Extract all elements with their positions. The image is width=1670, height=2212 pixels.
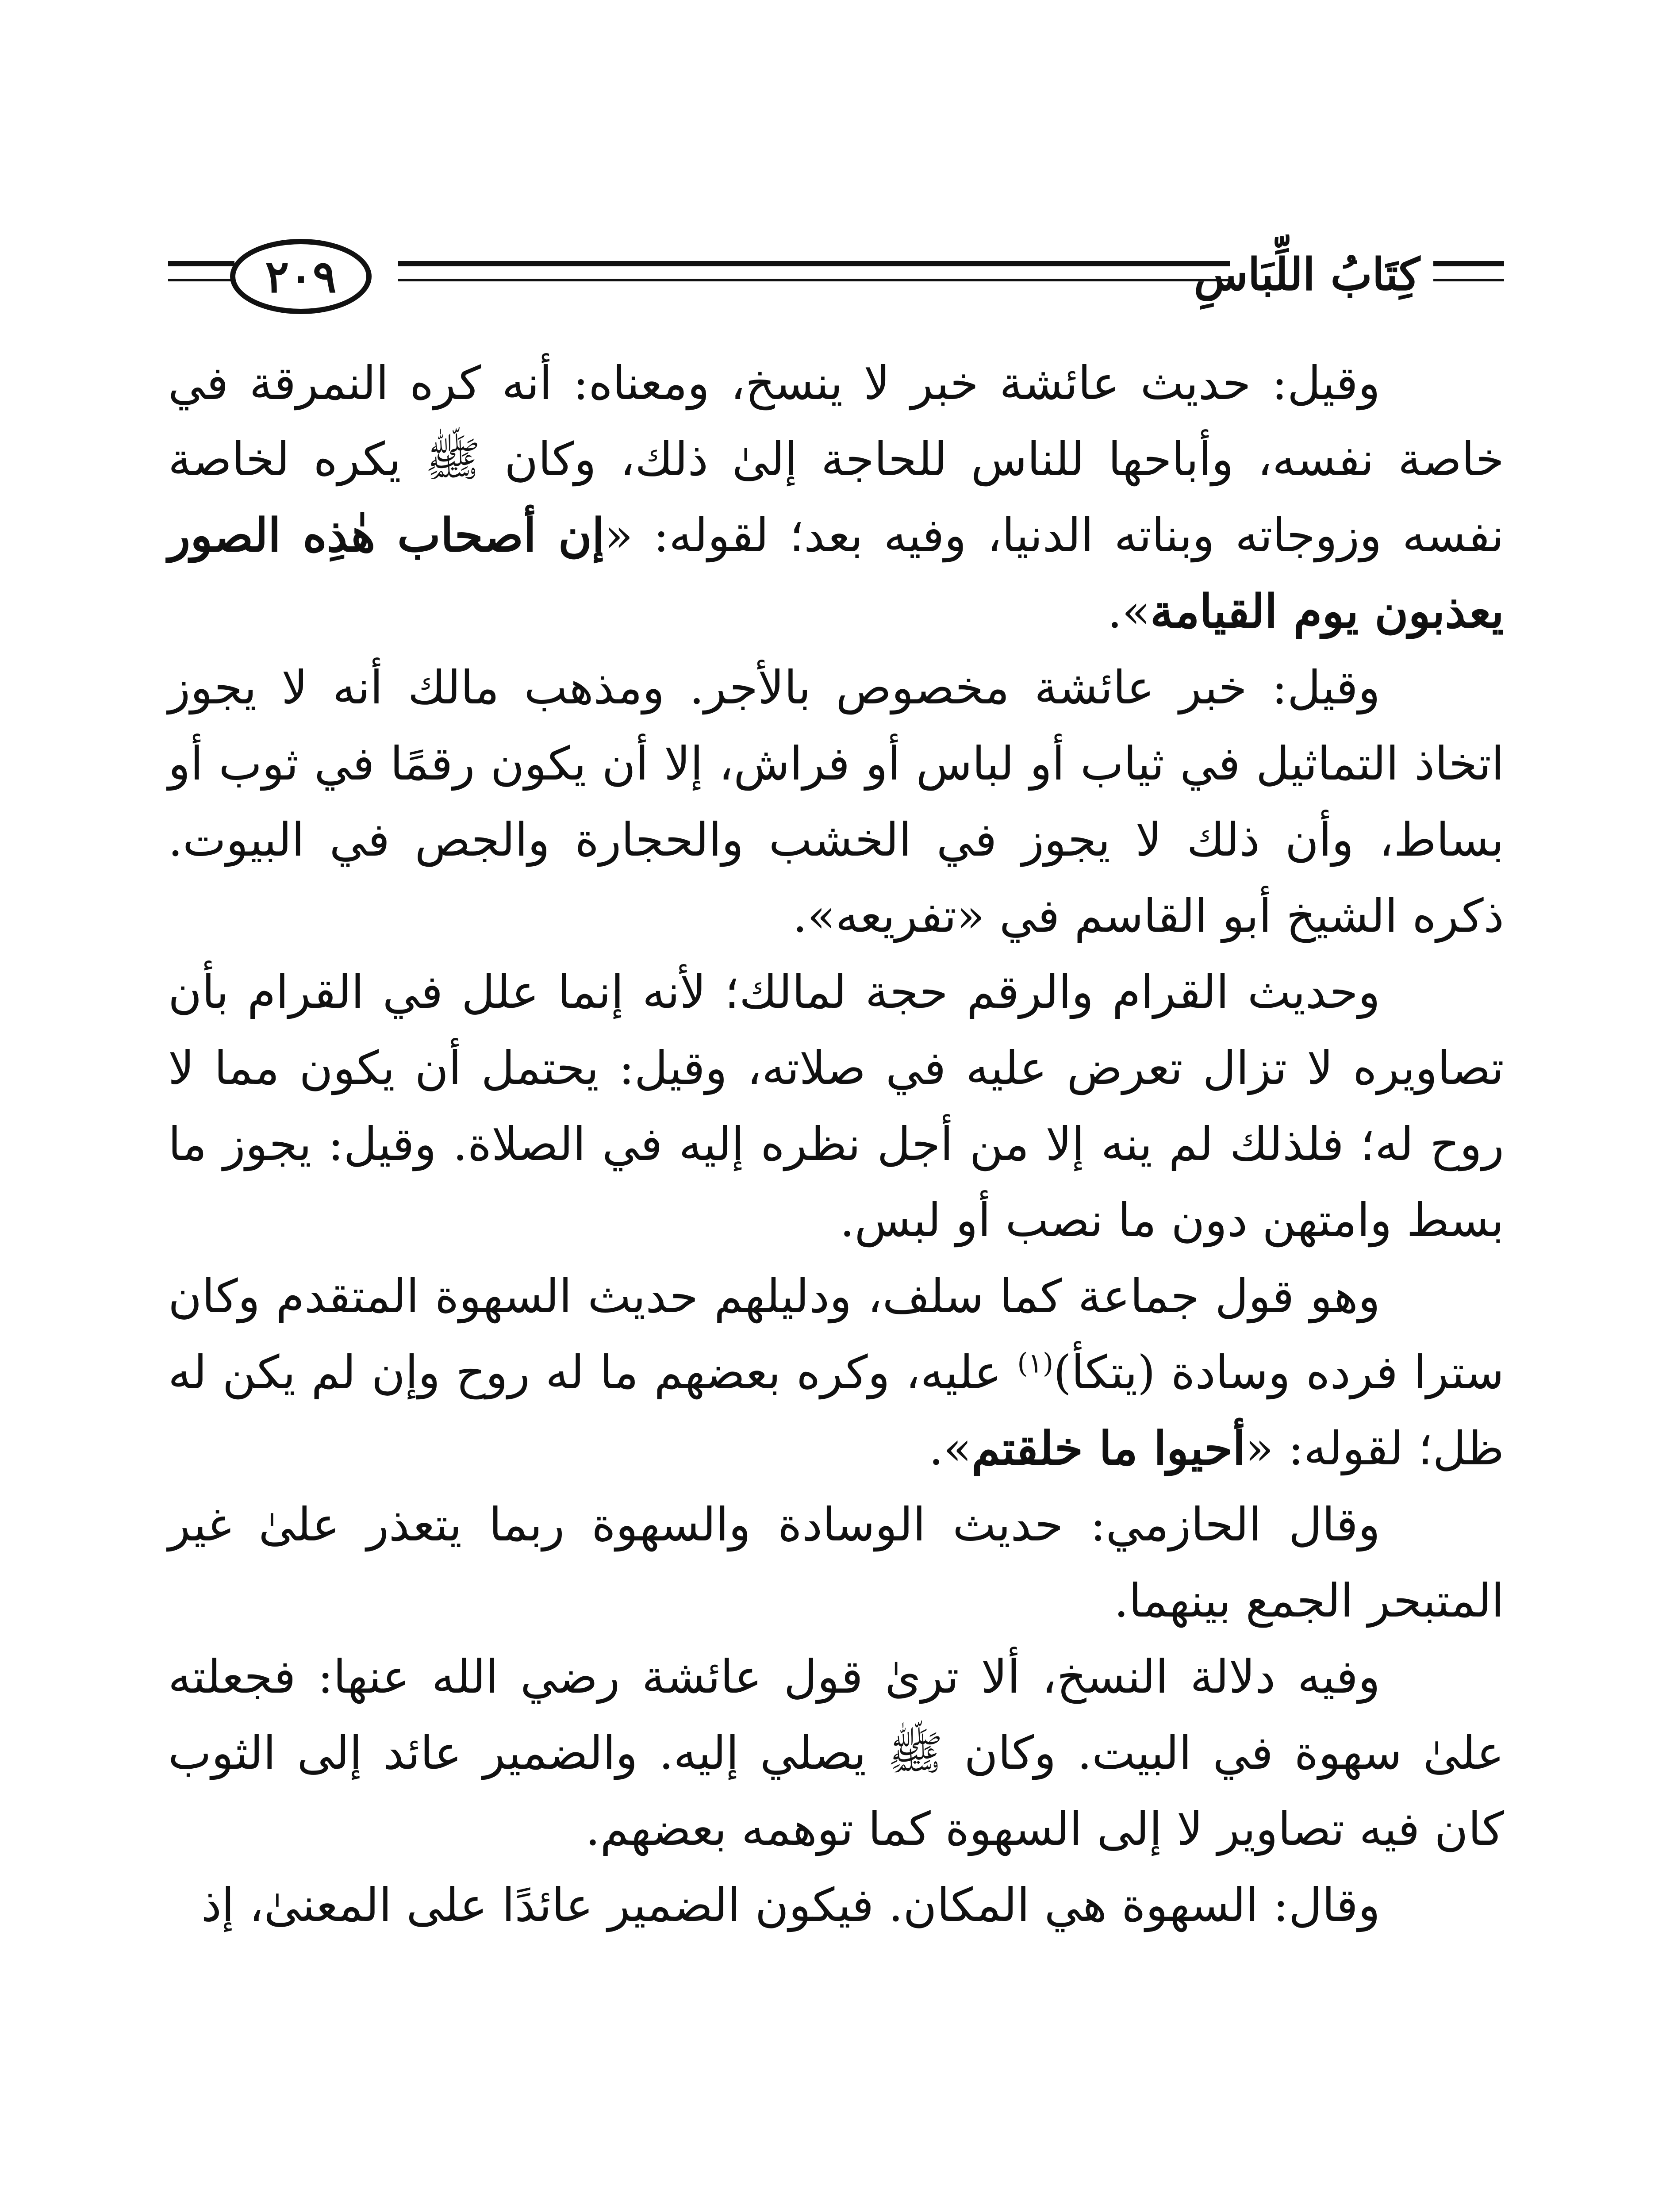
paragraph: [168, 954, 1504, 1258]
header-rule-right-top: [1433, 261, 1504, 266]
page-number-badge: [230, 239, 372, 314]
paragraph-text: وهو قول جماعة كما سلف، ودليلهم حديث السهوة المتقدم وكان سترا فرده وسادة (يتكأ): [168, 1269, 1504, 1399]
paragraph-text: عليه، وكره بعضهم ما له روح وإن لم يكن له ظل؛ لقوله: «: [168, 1345, 1504, 1475]
page-header: [168, 230, 1504, 327]
header-rule-top: [398, 261, 1230, 266]
page-number: ٢٠٩: [265, 250, 337, 303]
paragraph-text: وفيه دلالة النسخ، ألا ترىٰ قول عائشة رضي الله عنها: فجعلته علىٰ سهوة في البيت. وكان ﷺ يصلي إليه. والضمير عائد إلى الثوب كان فيه تصاوير لا إلى السهوة كما توهمه بعضهم.: [168, 1650, 1504, 1856]
header-rule-right-bottom: [1433, 279, 1504, 281]
paragraph-text: وقال: السهوة هي المكان. فيكون الضمير عائدًا على المعنىٰ، إذ: [201, 1878, 1380, 1932]
hadith-quote: أحيوا ما خلقتم: [971, 1421, 1246, 1475]
paragraph: [168, 1258, 1504, 1486]
header-rule-bottom: [398, 279, 1230, 281]
hadith-quote: إن أصحاب هٰذِه الصور يعذبون يوم القيامة: [168, 508, 1504, 638]
book-title: كِتَابُ اللِّبَاسِ: [1194, 248, 1420, 300]
header-rule-left-top: [168, 261, 234, 266]
paragraph-text: ».: [1107, 584, 1151, 638]
paragraph-text: وقال الحازمي: حديث الوسادة والسهوة ربما يتعذر علىٰ غير المتبحر الجمع بينهما.: [168, 1498, 1504, 1628]
paragraph: [168, 1867, 1504, 1943]
header-rule-left-bottom: [168, 279, 234, 281]
paragraph: [168, 1639, 1504, 1867]
paragraph: [168, 649, 1504, 954]
paragraph-text: وحديث القرام والرقم حجة لمالك؛ لأنه إنما علل في القرام بأن تصاويره لا تزال تعرض عليه في صلاته، وقيل: يحتمل أن يكون مما لا روح له؛ فلذلك لم ينه إلا من أجل نظره إليه في الصلاة. وقيل: يجوز ما بسط وامتهن دون ما نصب أو لبس.: [168, 965, 1504, 1247]
paragraph-text: وقيل: خبر عائشة مخصوص بالأجر. ومذهب مالك أنه لا يجوز اتخاذ التماثيل في ثياب أو لباس أو فراش، إلا أن يكون رقمًا في ثوب أو بساط، وأن ذلك لا يجوز في الخشب والحجارة والجص في البيوت. ذكره الشيخ أبو القاسم في «تفريعه».: [168, 661, 1504, 943]
body-text: [168, 345, 1504, 1943]
paragraph-text: ».: [929, 1421, 972, 1475]
paragraph: [168, 1486, 1504, 1639]
paragraph: [168, 345, 1504, 649]
footnote-reference: (١): [1017, 1347, 1054, 1379]
paragraph-text: وقيل: حديث عائشة خبر لا ينسخ، ومعناه: أنه كره النمرقة في خاصة نفسه، وأباحها للناس للحاجة إلىٰ ذلك، وكان ﷺ يكره لخاصة نفسه وزوجاته وبناته الدنيا، وفيه بعد؛ لقوله: «: [168, 356, 1504, 562]
